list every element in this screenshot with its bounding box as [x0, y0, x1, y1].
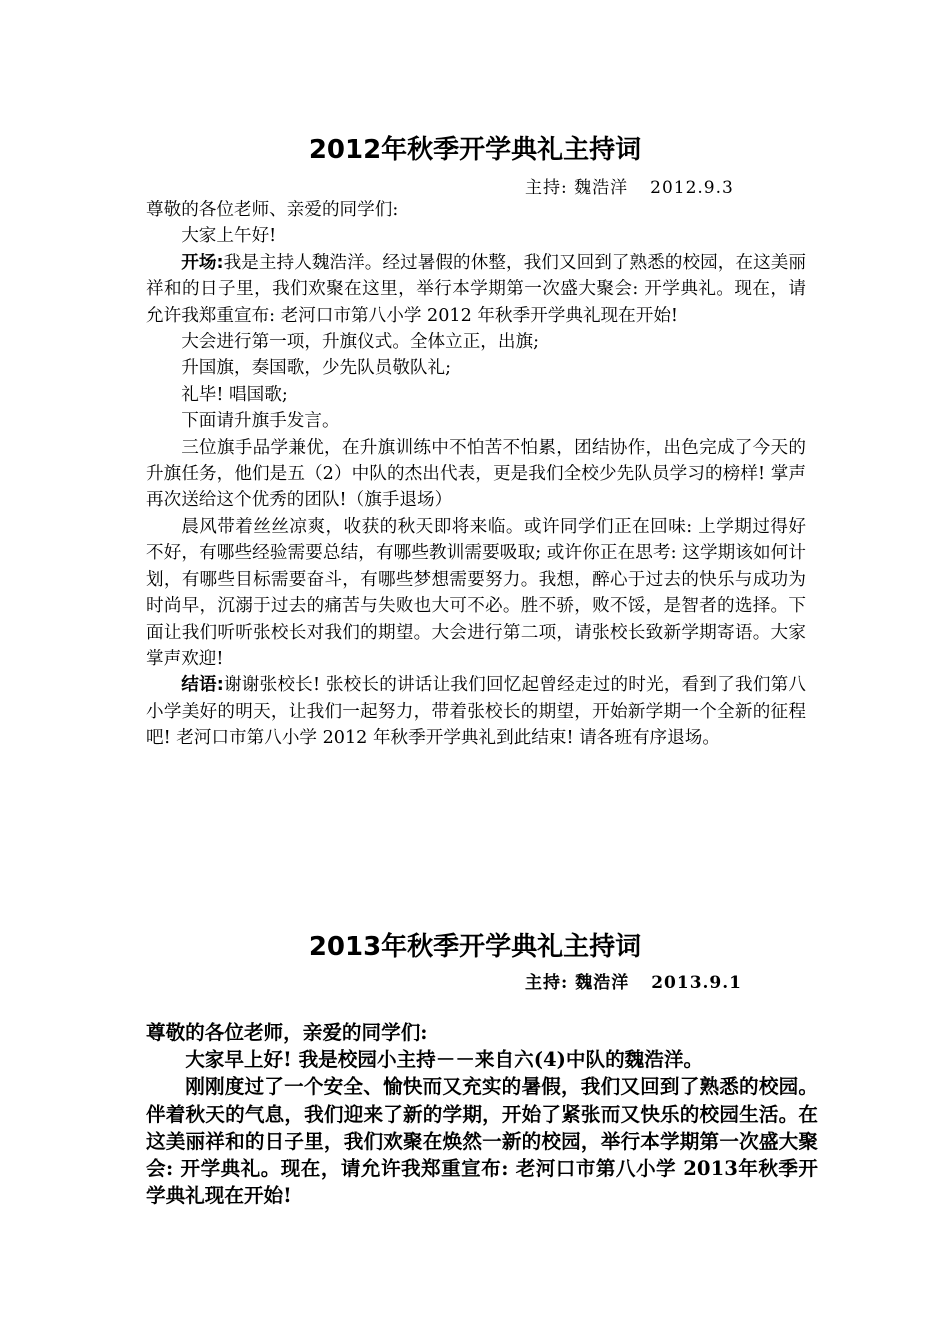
section1-item3: 礼毕! 唱国歌;: [181, 384, 288, 405]
section1-title: 2012年秋季开学典礼主持词: [308, 135, 642, 165]
section1-host-date: 2012.9.3: [650, 178, 734, 198]
section1-closing-text: 谢谢张校长! 张校长的讲话让我们回忆起曾经走过的时光，看到了我们第八小学美好的明天，让我们一起努力，带着张校长的期望，开始新学期一个全新的征程吧! 老河口市第八小学 2012 年秋季开学典礼到此结束! 请各班有序退场。: [146, 675, 806, 749]
section1-greeting: 尊敬的各位老师、亲爱的同学们:: [146, 200, 399, 220]
section2-greeting: 尊敬的各位老师，亲爱的同学们:: [146, 1021, 428, 1044]
section1-hello: 大家上午好!: [181, 226, 277, 247]
section2-host-label: 主持: 魏浩洋: [525, 973, 630, 993]
section1-host-label: 主持: 魏浩洋: [525, 178, 629, 198]
section2-hello: 大家早上好! 我是校园小主持－－来自六(4)中队的魏浩洋。: [185, 1048, 704, 1072]
section1-closing: [146, 672, 806, 751]
section2-title: 2013年秋季开学典礼主持词: [308, 932, 642, 962]
section1-opening: [146, 250, 806, 329]
section1-closing-label: 结语:: [181, 675, 224, 696]
section1-flag-team: 三位旗手品学兼优，在升旗训练中不怕苦不怕累，团结协作，出色完成了今天的升旗任务，他们是五（2）中队的杰出代表，更是我们全校少先队员学习的榜样! 掌声再次送给这个优秀的团队!（旗手退场）: [146, 437, 806, 511]
section1-item2: 升国旗，奏国歌，少先队员敬队礼;: [181, 358, 452, 379]
section1-item1: 大会进行第一项，升旗仪式。全体立正，出旗;: [181, 332, 539, 353]
section1-opening-text: 我是主持人魏浩洋。经过暑假的休整，我们又回到了熟悉的校园，在这美丽祥和的日子里，我们欢聚在这里，举行本学期第一次盛大聚会: 开学典礼。现在，请允许我郑重宣布: 老河口市第八小学 2012 年秋季开学典礼现在开始!: [146, 252, 806, 326]
section2-paragraph: 刚刚度过了一个安全、愉快而又充实的暑假，我们又回到了熟悉的校园。伴着秋天的气息，我们迎来了新的学期，开始了紧张而又快乐的校园生活。在这美丽祥和的日子里，我们欢聚在焕然一新的校园，举行本学期第一次盛大聚会: 开学典礼。现在，请允许我郑重宣布: 老河口市第八小学 2013年秋季开学典礼现在开始!: [146, 1075, 818, 1208]
section2-host-line: [525, 971, 742, 995]
section1-item4: 下面请升旗手发言。: [181, 411, 340, 432]
section1-autumn: 晨风带着丝丝凉爽，收获的秋天即将来临。或许同学们正在回味: 上学期过得好不好，有哪些经验需要总结，有哪些教训需要吸取; 或许你正在思考: 这学期该如何计划，有哪些目标需要奋斗，有哪些梦想需要努力。我想，醉心于过去的快乐与成功为时尚早，沉溺于过去的痛苦与失败也大可不必。胜不骄，败不馁，是智者的选择。下面让我们听听张校长对我们的期望。大会进行第二项，请张校长致新学期寄语。大家掌声欢迎!: [146, 516, 806, 669]
section1-body: [146, 197, 806, 752]
section2-body: [146, 1019, 818, 1209]
section2-host-date: 2013.9.1: [651, 973, 743, 993]
section1-opening-label: 开场:: [181, 252, 224, 273]
